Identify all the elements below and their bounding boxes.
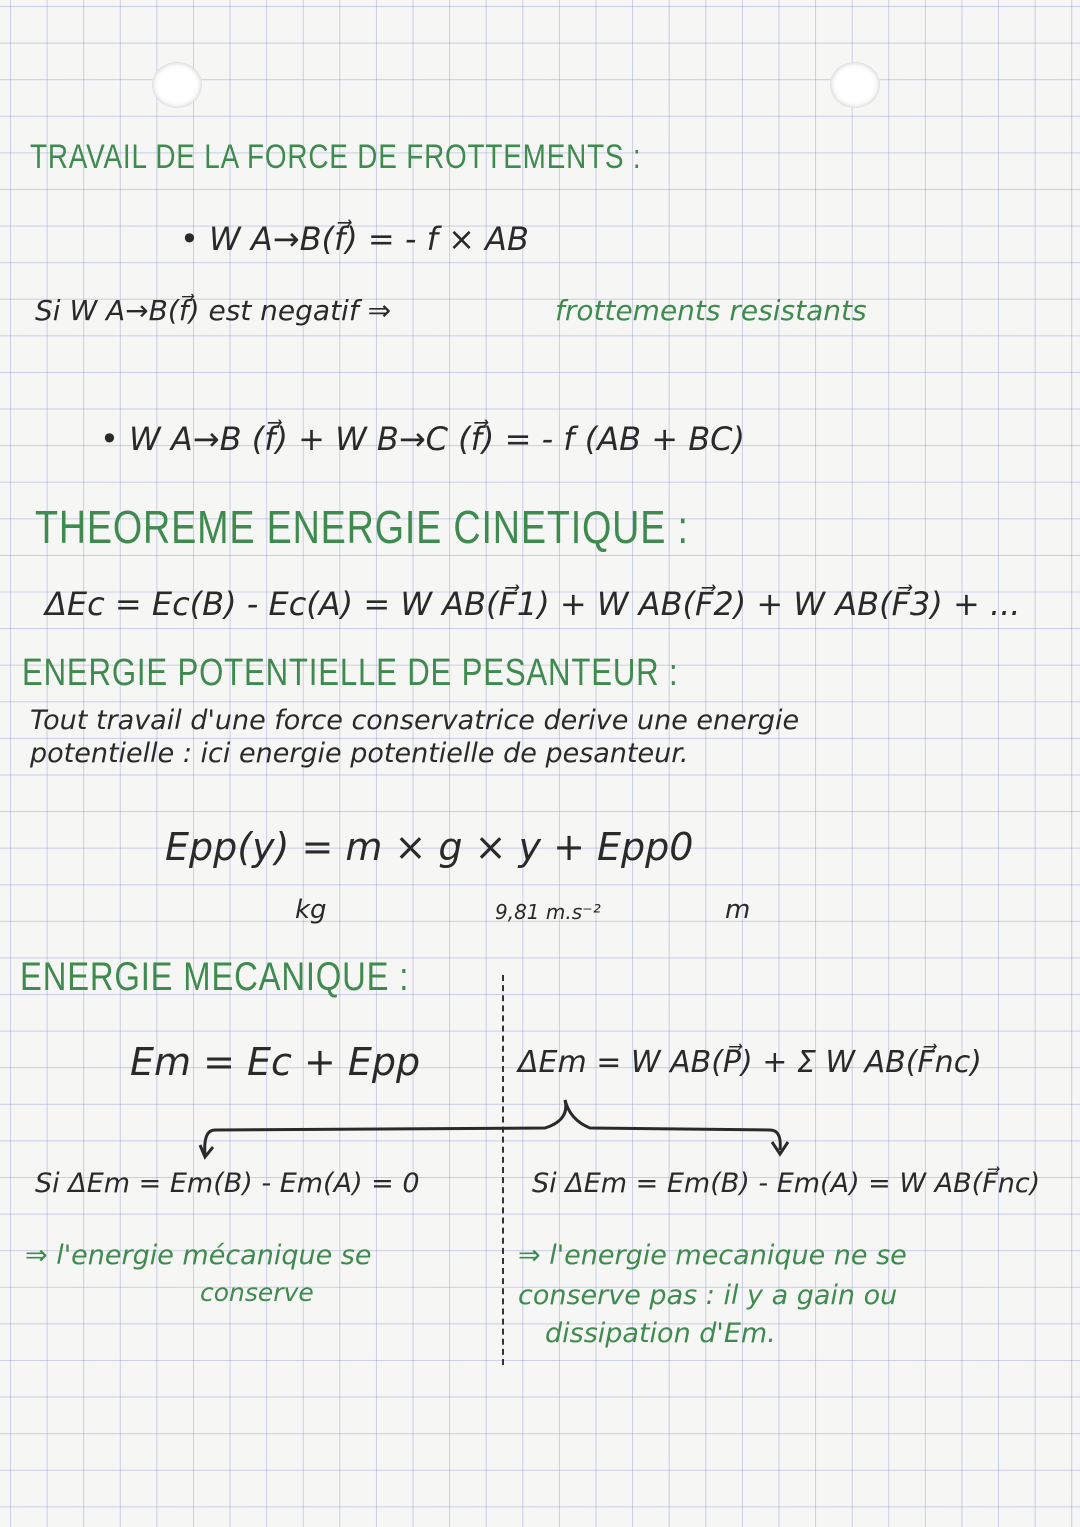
column-divider <box>502 975 504 1365</box>
unit-height: m <box>725 895 751 925</box>
formula-potential-energy: Epp(y) = m × g × y + Epp0 <box>165 825 694 869</box>
formula-mechanical-energy-variation: ΔEm = W AB(P⃗) + Σ W AB(F⃗nc) <box>518 1045 982 1080</box>
potential-text-line1: Tout travail d'une force conservatrice derive une energie <box>30 705 800 736</box>
case-not-conserved: Si ΔEm = Em(B) - Em(A) = W AB(F⃗nc) <box>532 1168 1041 1199</box>
unit-gravity: 9,81 m.s⁻² <box>495 900 601 924</box>
case-conserved: Si ΔEm = Em(B) - Em(A) = 0 <box>35 1168 420 1199</box>
result-not-conserved-line1: ⇒ l'energie mecanique ne se <box>518 1240 907 1271</box>
formula-mechanical-energy: Em = Ec + Epp <box>130 1040 421 1084</box>
friction-condition: Si W A→B(f⃗) est negatif ⇒ <box>35 294 392 327</box>
binder-hole-right <box>830 62 880 108</box>
heading-friction-work: TRAVAIL DE LA FORCE DE FROTTEMENTS : <box>30 138 642 176</box>
heading-kinetic-energy-theorem: THEOREME ENERGIE CINETIQUE : <box>35 501 689 553</box>
result-conserved-line2: conserve <box>200 1278 314 1307</box>
heading-mechanical-energy: ENERGIE MECANIQUE : <box>20 955 410 999</box>
binder-hole-left <box>152 62 202 108</box>
result-not-conserved-line2: conserve pas : il y a gain ou <box>518 1280 898 1311</box>
unit-mass: kg <box>295 895 327 925</box>
result-not-conserved-line3: dissipation d'Em. <box>545 1318 776 1349</box>
formula-friction-work: • W A→B(f⃗) = - f × AB <box>180 220 529 258</box>
formula-kinetic-energy: ΔEc = Ec(B) - Ec(A) = W AB(F⃗1) + W AB(F⃗2) + W AB(F⃗3) + ... <box>45 585 1021 623</box>
result-conserved-line1: ⇒ l'energie mécanique se <box>25 1240 372 1271</box>
potential-text-line2: potentielle : ici energie potentielle de pesanteur. <box>30 738 689 769</box>
heading-potential-energy: ENERGIE POTENTIELLE DE PESANTEUR : <box>22 652 679 694</box>
formula-friction-sum: • W A→B (f⃗) + W B→C (f⃗) = - f (AB + BC) <box>100 420 745 458</box>
friction-condition-result: frottements resistants <box>555 294 867 327</box>
